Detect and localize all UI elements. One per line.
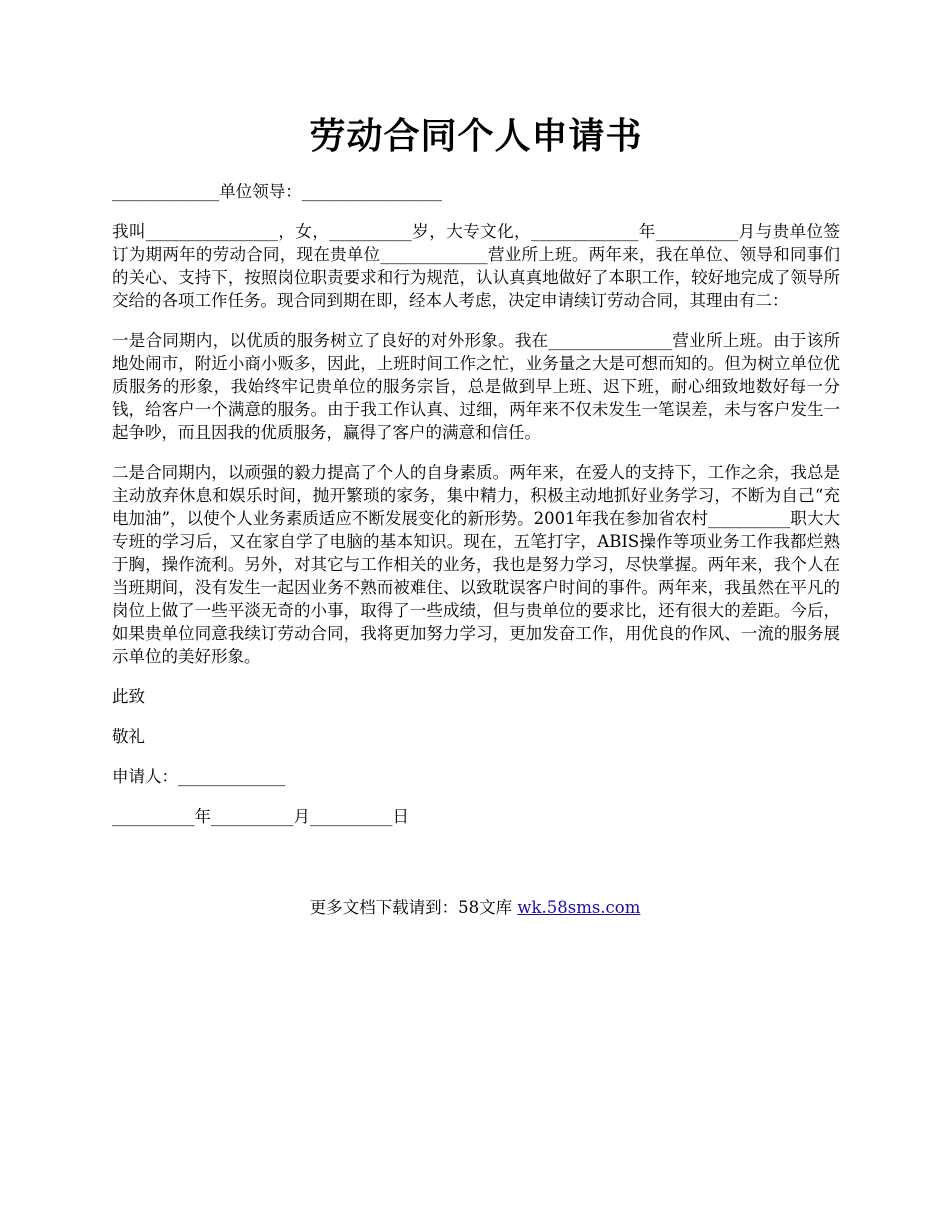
document-page (112, 108, 840, 828)
paragraph-intro: 我叫________________，女，__________岁，大专文化，_____________年__________月与贵单位签订为期两年的劳动合同，现在贵单位_____________营业所上班。两年来，我在单位、领导和同事们的关心、支持下，按照岗位职责要求和行为规范，认认真真地做好了本职工作，较好地完成了领导所交给的各项工作任务。现合同到期在即，经本人考虑，决定申请续订劳动合同，其理由有二： (112, 222, 840, 310)
paragraph-reason-one: 一是合同期内，以优质的服务树立了良好的对外形象。我在_______________营业所上班。由于该所地处闹市，附近小商小贩多，因此，上班时间工作之忙，业务量之大是可想而知的。但为树立单位优质服务的形象，我始终牢记贵单位的服务宗旨，总是做到早上班、迟下班，耐心细致地数好每一分钱，给客户一个满意的服务。由于我工作认真、过细，两年来不仅未发生一笔误差，未与客户发生一起争吵，而且因我的优质服务，赢得了客户的满意和信任。 (112, 331, 840, 442)
applicant-line: 申请人：_____________ (112, 767, 286, 786)
closing-salute: 此致 (112, 687, 145, 706)
salutation: _____________单位领导：_________________ (112, 182, 442, 201)
footer-text: 更多文档下载请到：58文库 (309, 898, 518, 917)
date-line: __________年__________月__________日 (112, 807, 409, 826)
paragraph-reason-two: 二是合同期内，以顽强的毅力提高了个人的自身素质。两年来，在爱人的支持下，工作之余，我总是主动放弃休息和娱乐时间，抛开繁琐的家务，集中精力，积极主动地抓好业务学习，不断为自己“充电加油”，以使个人业务素质适应不断发展变化的新形势。2001年我在参加省农村__________职大大专班的学习后，又在家自学了电脑的基本知识。现在，五笔打字，ABIS操作等项业务工作我都烂熟于胸，操作流利。另外，对其它与工作相关的业务，我也是努力学习，尽快掌握。两年来，我个人在当班期间，没有发生一起因业务不熟而被难住、以致耽误客户时间的事件。两年来，我虽然在平凡的岗位上做了一些平淡无奇的小事，取得了一些成绩，但与贵单位的要求比，还有很大的差距。今后，如果贵单位同意我续订劳动合同，我将更加努力学习，更加发奋工作，用优良的作风、一流的服务展示单位的美好形象。 (112, 463, 840, 666)
document-title: 劳动合同个人申请书 (309, 115, 643, 157)
download-footer (0, 896, 950, 919)
closing-regards: 敬礼 (112, 727, 145, 746)
footer-link[interactable]: wk.58sms.com (517, 898, 641, 917)
